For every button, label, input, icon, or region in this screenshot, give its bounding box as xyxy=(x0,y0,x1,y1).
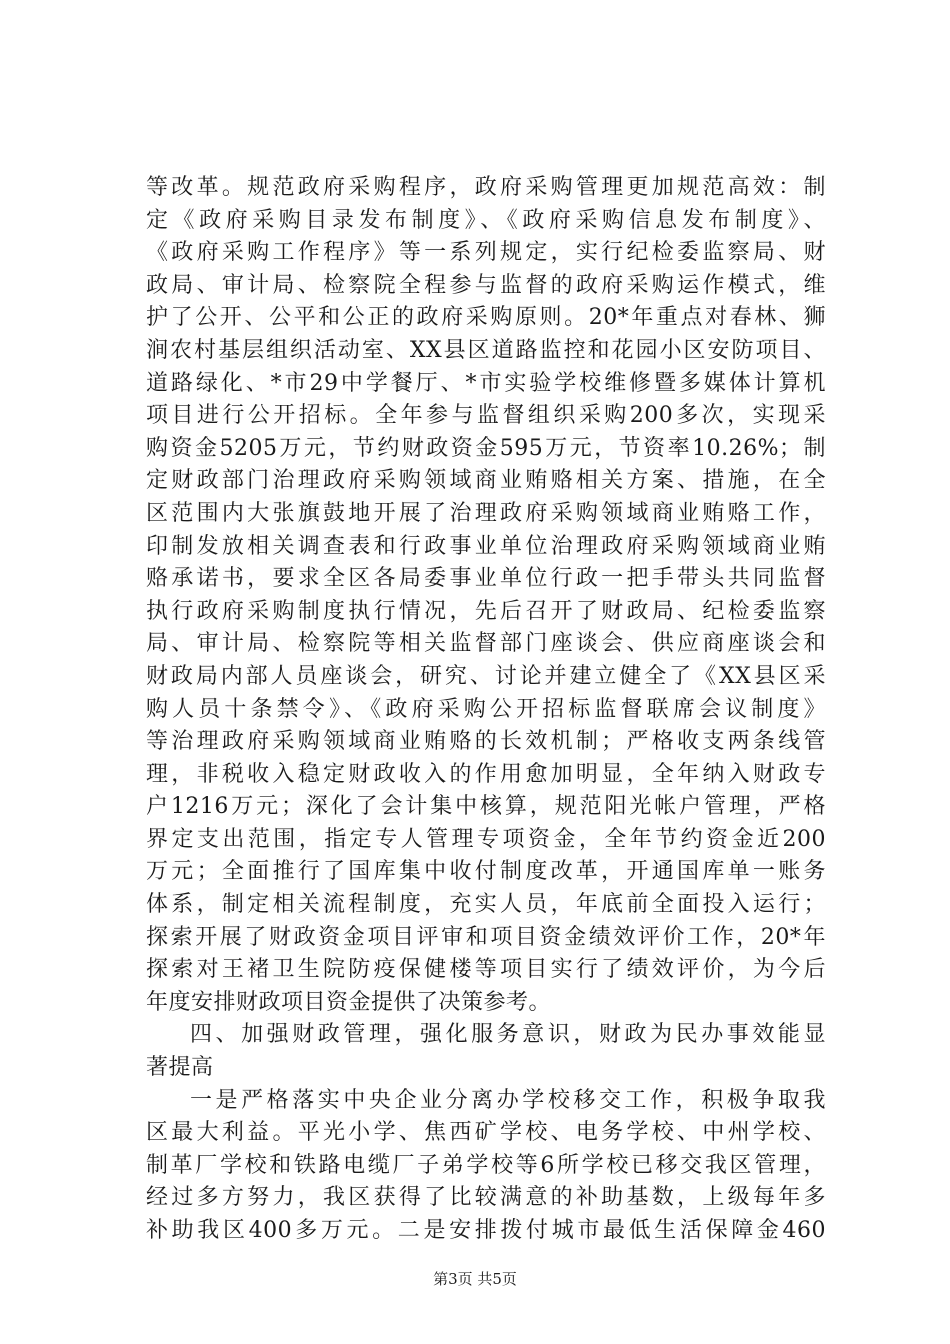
text-line: 理，非税收入稳定财政收入的作用愈加明显，全年纳入财政专 xyxy=(146,761,826,787)
text-line: 定财政部门治理政府采购领域商业贿赂相关方案、措施，在全 xyxy=(146,468,826,494)
text-line: 四、加强财政管理，强化服务意识，财政为民办事效能显 xyxy=(190,1022,826,1048)
text-line: 护了公开、公平和公正的政府采购原则。20*年重点对春林、狮 xyxy=(146,305,826,331)
text-line: 制革厂学校和铁路电缆厂子弟学校等6所学校已移交我区管理， xyxy=(146,1152,826,1178)
text-line: 万元；全面推行了国库集中收付制度改革，开通国库单一账务 xyxy=(146,859,826,885)
text-line: 著提高 xyxy=(146,1055,214,1081)
text-line: 补助我区400多万元。二是安排拨付城市最低生活保障金460 xyxy=(146,1218,826,1243)
text-line: 定《政府采购目录发布制度》、《政府采购信息发布制度》、 xyxy=(146,207,826,233)
text-line: 户1216万元；深化了会计集中核算，规范阳光帐户管理，严格 xyxy=(146,794,826,820)
text-line: 道路绿化、*市29中学餐厅、*市实验学校维修暨多媒体计算机 xyxy=(146,370,826,396)
body-text xyxy=(146,172,826,1248)
text-line: 体系，制定相关流程制度，充实人员，年底前全面投入运行； xyxy=(146,892,826,918)
text-line: 财政局内部人员座谈会，研究、讨论并建立健全了《XX县区采 xyxy=(146,663,826,689)
text-line: 印制发放相关调查表和行政事业单位治理政府采购领域商业贿 xyxy=(146,533,826,559)
text-line: 等治理政府采购领域商业贿赂的长效机制；严格收支两条线管 xyxy=(146,729,826,755)
text-line: 购人员十条禁令》、《政府采购公开招标监督联席会议制度》 xyxy=(146,696,826,722)
text-line: 局、审计局、检察院等相关监督部门座谈会、供应商座谈会和 xyxy=(146,631,826,657)
text-line: 等改革。规范政府采购程序，政府采购管理更加规范高效：制 xyxy=(146,175,826,200)
text-line: 经过多方努力，我区获得了比较满意的补助基数，上级每年多 xyxy=(146,1185,826,1211)
text-line: 赂承诺书，要求全区各局委事业单位行政一把手带头共同监督 xyxy=(146,566,826,592)
text-line: 探索开展了财政资金项目评审和项目资金绩效评价工作，20*年 xyxy=(146,924,826,950)
text-line: 一是严格落实中央企业分离办学校移交工作，积极争取我 xyxy=(190,1087,826,1113)
text-line: 政局、审计局、检察院全程参与监督的政府采购运作模式，维 xyxy=(146,272,826,298)
text-line: 购资金5205万元，节约财政资金595万元，节资率10.26%；制 xyxy=(146,435,826,461)
text-line: 项目进行公开招标。全年参与监督组织采购200多次，实现采 xyxy=(146,403,826,429)
text-line: 年度安排财政项目资金提供了决策参考。 xyxy=(146,989,552,1015)
text-line: 区最大利益。平光小学、焦西矿学校、电务学校、中州学校、 xyxy=(146,1120,826,1146)
text-line: 涧农村基层组织活动室、XX县区道路监控和花园小区安防项目、 xyxy=(146,337,826,363)
text-line: 探索对王褚卫生院防疫保健楼等项目实行了绩效评价，为今后 xyxy=(146,957,826,983)
text-line: 《政府采购工作程序》等一系列规定，实行纪检委监察局、财 xyxy=(146,240,826,266)
page-footer: 第3页 共5页 xyxy=(433,1270,517,1288)
text-line: 区范围内大张旗鼓地开展了治理政府采购领域商业贿赂工作， xyxy=(146,500,826,526)
text-line: 执行政府采购制度执行情况，先后召开了财政局、纪检委监察 xyxy=(146,598,826,624)
text-line: 界定支出范围，指定专人管理专项资金，全年节约资金近200 xyxy=(146,826,826,852)
